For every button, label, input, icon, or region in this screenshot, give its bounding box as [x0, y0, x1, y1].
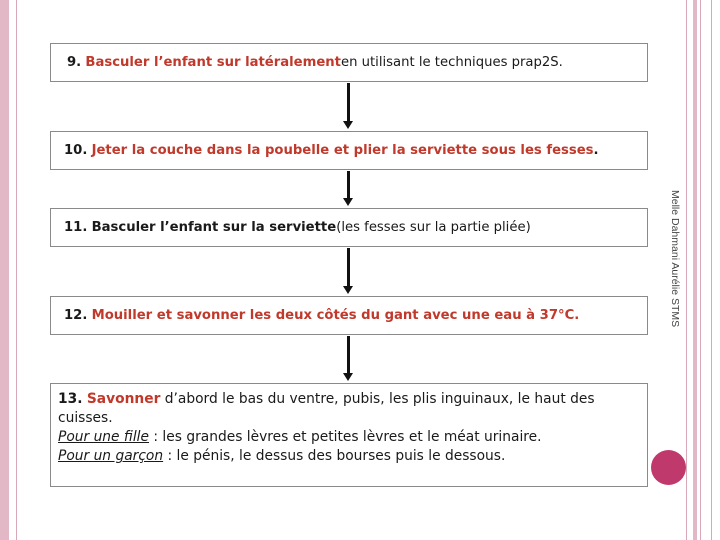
step-number: 9. [67, 55, 82, 70]
right-decorative-strip [693, 0, 697, 540]
author-side-label: Melle Dahmani Aurélie STMS [669, 190, 681, 328]
slide-badge-circle [651, 450, 686, 485]
step-9-detail: en utilisant le techniques prap2S. [340, 55, 563, 70]
step-number: 12. [64, 308, 88, 323]
step-13-line-1 [58, 390, 639, 428]
step-13-action: Savonner [86, 391, 161, 407]
step-11-action: Basculer l’enfant sur la serviette [91, 220, 337, 235]
girl-label: Pour une fille [58, 429, 149, 445]
right-decorative-line [700, 0, 701, 540]
step-10-action: Jeter la couche dans la poubelle et plier la serviette sous les fesses [91, 143, 594, 158]
step-13-detail: d’abord le bas du ventre, pubis, les plis inguinaux, le haut des cuisses. [58, 391, 595, 426]
step-13-box [50, 383, 648, 487]
left-decorative-strip [0, 0, 9, 540]
right-decorative-line [711, 0, 712, 540]
step-number: 10. [64, 143, 88, 158]
left-decorative-line [16, 0, 17, 540]
step-number: 11. [64, 220, 88, 235]
step-11-detail: (les fesses sur la partie pliée) [336, 220, 531, 235]
step-9-action: Basculer l’enfant sur latéralement [85, 55, 341, 70]
step-10-box [50, 131, 648, 170]
girl-text: : les grandes lèvres et petites lèvres et le méat urinaire. [149, 429, 542, 445]
right-decorative-line [686, 0, 687, 540]
step-12-box [50, 296, 648, 335]
boy-label: Pour un garçon [58, 448, 164, 464]
step-12-action: Mouiller et savonner les deux côtés du gant avec une eau à 37°C. [91, 308, 580, 323]
step-number: 13. [58, 391, 83, 407]
step-13-boy-line [58, 447, 639, 466]
step-10-end: . [593, 143, 599, 158]
boy-text: : le pénis, le dessus des bourses puis le dessous. [163, 448, 506, 464]
step-9-box [50, 43, 648, 82]
step-11-box [50, 208, 648, 247]
step-13-girl-line [58, 428, 639, 447]
